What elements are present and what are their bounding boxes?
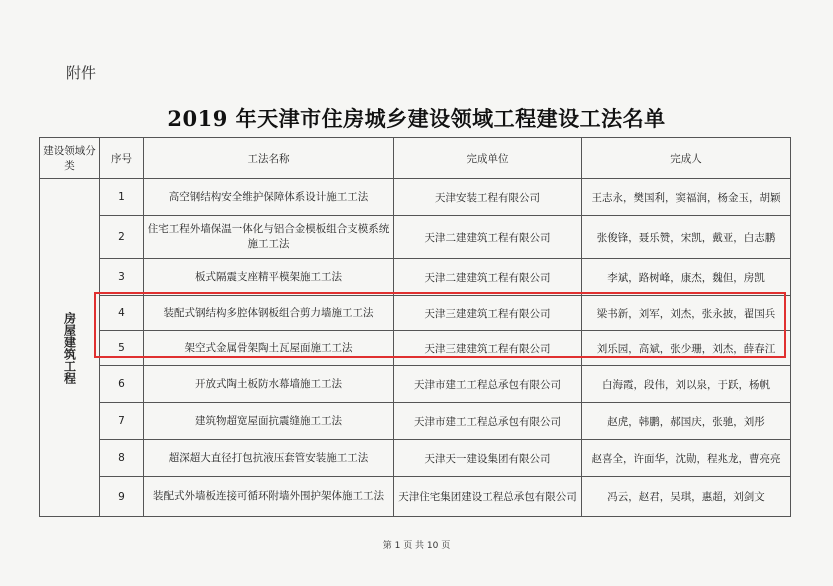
table-row [40, 179, 791, 216]
unit-cell: 天津二建建筑工程有限公司 [394, 259, 582, 296]
header-unit: 完成单位 [394, 138, 582, 179]
unit-cell: 天津市建工工程总承包有限公司 [394, 366, 582, 403]
method-cell: 高空钢结构安全维护保障体系设计施工工法 [144, 179, 394, 216]
method-cell: 开放式陶土板防水幕墙施工工法 [144, 366, 394, 403]
table-row [40, 216, 791, 259]
seq-cell: 9 [100, 477, 144, 517]
people-cell: 赵虎，韩鹏，郝国庆，张驰，刘彤 [582, 403, 791, 440]
unit-cell: 天津安装工程有限公司 [394, 179, 582, 216]
unit-cell: 天津住宅集团建设工程总承包有限公司 [394, 477, 582, 517]
people-cell: 刘乐园，高斌，张少珊，刘杰，薛春江 [582, 331, 791, 366]
category-cell: 房屋建筑工程 [40, 179, 100, 517]
table-row [40, 477, 791, 517]
seq-cell: 5 [100, 331, 144, 366]
method-cell: 建筑物超宽屋面抗震缝施工工法 [144, 403, 394, 440]
header-method: 工法名称 [144, 138, 394, 179]
seq-cell: 2 [100, 216, 144, 259]
method-cell: 装配式外墙板连接可循环附墙外围护架体施工工法 [144, 477, 394, 517]
seq-cell: 4 [100, 296, 144, 331]
people-cell: 张俊锋，聂乐赞，宋凯，戴亚，白志鹏 [582, 216, 791, 259]
attachment-label: 附件 [66, 64, 97, 82]
seq-cell: 6 [100, 366, 144, 403]
header-people: 完成人 [582, 138, 791, 179]
people-cell: 冯云，赵君，吴琪，惠超，刘剑文 [582, 477, 791, 517]
seq-cell: 3 [100, 259, 144, 296]
unit-cell: 天津市建工工程总承包有限公司 [394, 403, 582, 440]
people-cell: 王志永，樊国利，窦福润，杨金玉，胡颖 [582, 179, 791, 216]
table-row [40, 440, 791, 477]
method-list-table [39, 137, 791, 517]
people-cell: 白海霞，段伟，刘以泉，于跃，杨帆 [582, 366, 791, 403]
method-cell: 装配式钢结构多腔体钢板组合剪力墙施工工法 [144, 296, 394, 331]
page-title: 2019 年天津市住房城乡建设领域工程建设工法名单 [167, 106, 666, 131]
table-row [40, 366, 791, 403]
seq-cell: 1 [100, 179, 144, 216]
unit-cell: 天津三建建筑工程有限公司 [394, 296, 582, 331]
unit-cell: 天津三建建筑工程有限公司 [394, 331, 582, 366]
table-header-row [40, 138, 791, 179]
table-row [40, 259, 791, 296]
method-cell: 板式隔震支座精平模架施工工法 [144, 259, 394, 296]
page-footer: 第 1 页 共 10 页 [382, 541, 451, 551]
method-cell: 超深超大直径打包抗液压套管安装施工工法 [144, 440, 394, 477]
header-category: 建设领域分类 [40, 138, 100, 179]
method-cell: 住宅工程外墙保温一体化与铝合金模板组合支模系统施工工法 [144, 216, 394, 259]
header-seq: 序号 [100, 138, 144, 179]
people-cell: 赵喜全，许面华，沈勋，程兆龙，曹亮亮 [582, 440, 791, 477]
table-row [40, 331, 791, 366]
table-row [40, 296, 791, 331]
people-cell: 李斌，路树峰，康杰，魏但，房凯 [582, 259, 791, 296]
people-cell: 梁书新，刘军，刘杰，张永披，翟国兵 [582, 296, 791, 331]
table-row [40, 403, 791, 440]
unit-cell: 天津二建建筑工程有限公司 [394, 216, 582, 259]
method-cell: 架空式金属骨架陶土瓦屋面施工工法 [144, 331, 394, 366]
unit-cell: 天津天一建设集团有限公司 [394, 440, 582, 477]
seq-cell: 8 [100, 440, 144, 477]
seq-cell: 7 [100, 403, 144, 440]
